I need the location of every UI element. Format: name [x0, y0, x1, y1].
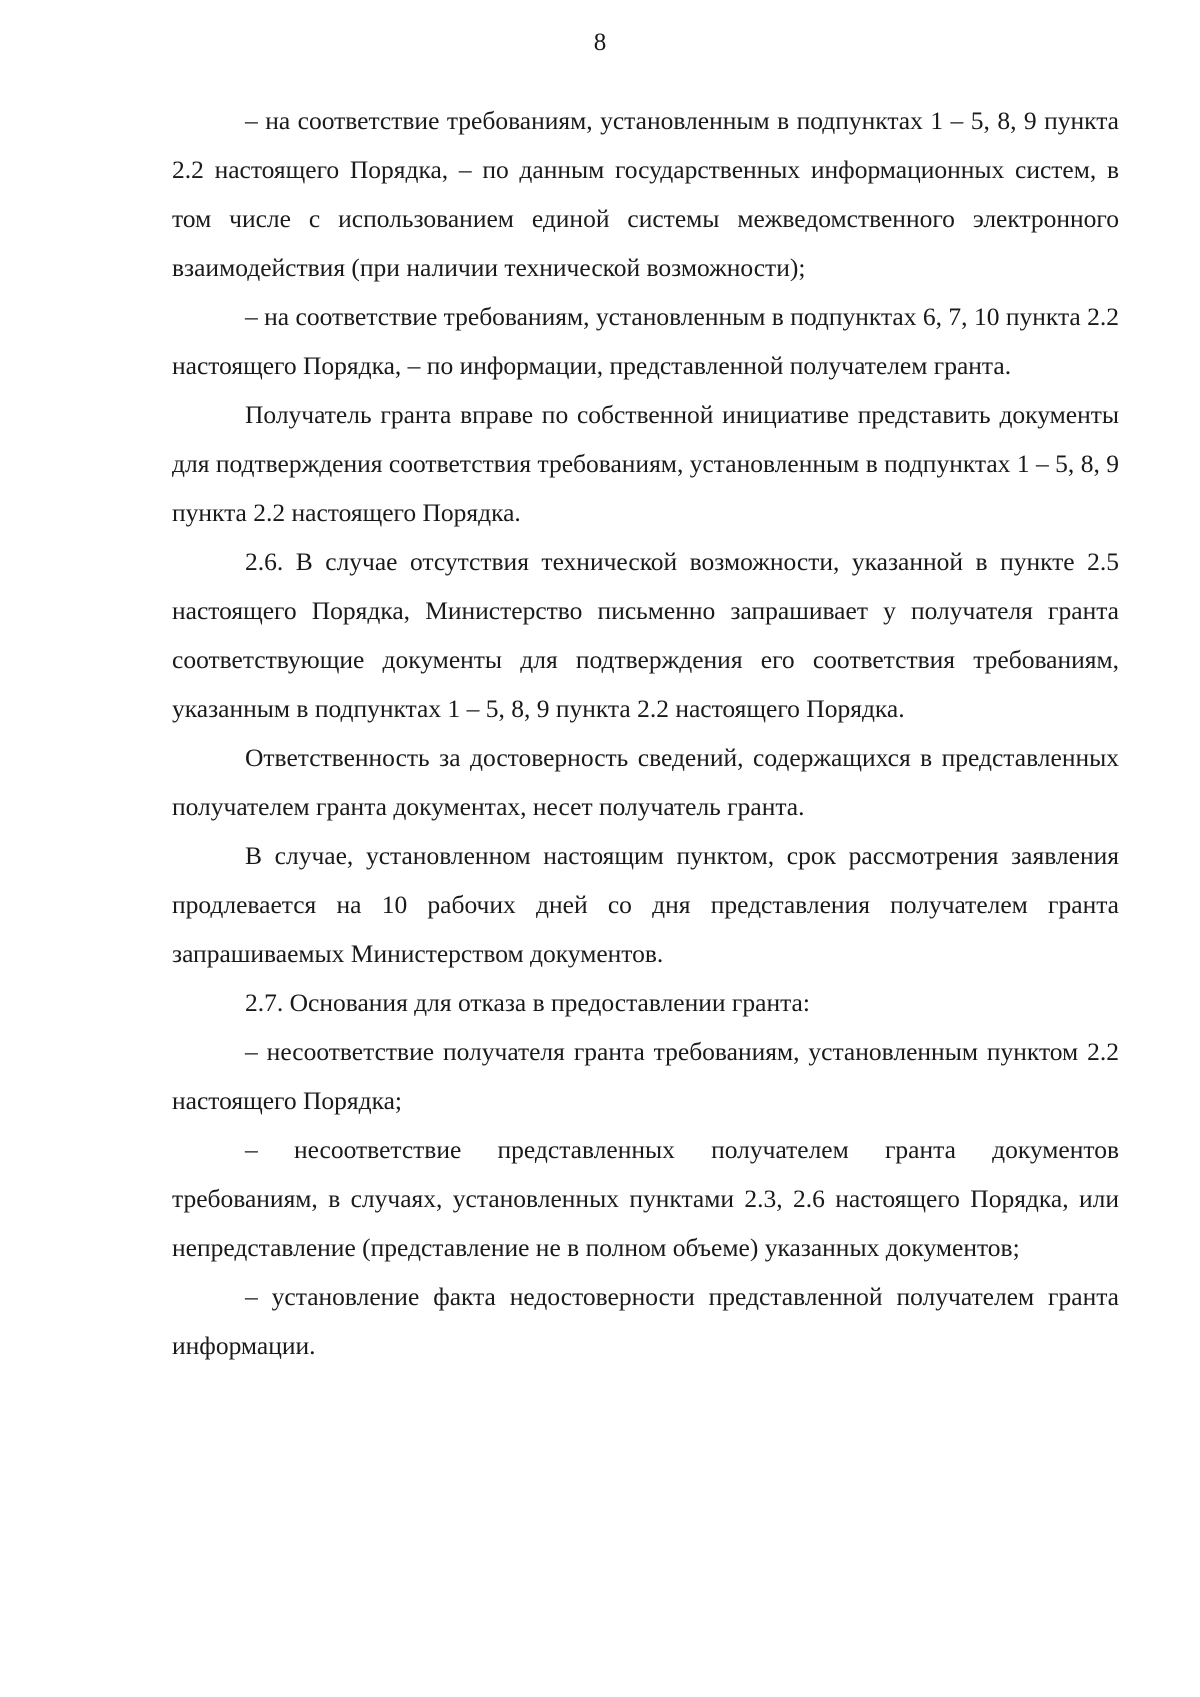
paragraph-section-2-7: 2.7. Основания для отказа в предоставлении гранта: [245, 988, 810, 1017]
paragraph-term-extension: В случае, установленном настоящим пунктом, срок рассмотрения заявления продлевается на 10 рабочих дней со дня представления получателем гранта запрашиваемых Министерством документов. [172, 841, 1119, 968]
paragraph-item-check-recipient-info: – на соответствие требованиям, установленным в подпунктах 6, 7, 10 пункта 2.2 настоящего Порядка, – по информации, представленной получателем гранта. [172, 302, 1119, 380]
paragraph-recipient-right: Получатель гранта вправе по собственной инициативе представить документы для подтверждения соответствия требованиям, установленным в подпунктах 1 – 5, 8, 9 пункта 2.2 настоящего Порядка. [172, 400, 1119, 527]
document-body [172, 96, 1119, 1370]
paragraph-section-2-6: 2.6. В случае отсутствия технической возможности, указанной в пункте 2.5 настоящего Порядка, Министерство письменно запрашивает у получателя гранта соответствующие документы для подтверждения его соответствия требованиям, указанным в подпунктах 1 – 5, 8, 9 пункта 2.2 настоящего Порядка. [172, 547, 1119, 723]
paragraph-responsibility: Ответственность за достоверность сведений, содержащихся в представленных получателем гранта документах, несет получатель гранта. [172, 743, 1119, 821]
paragraph-refusal-item-noncompliance: – несоответствие получателя гранта требованиям, установленным пунктом 2.2 настоящего Порядка; [172, 1037, 1119, 1115]
page-number: 8 [593, 29, 607, 56]
paragraph-refusal-item-documents: – несоответствие представленных получателем гранта документов требованиям, в случаях, установленных пунктами 2.3, 2.6 настоящего Порядка, или непредставление (представление не в полном объеме) указанных документов; [172, 1135, 1119, 1262]
paragraph-item-check-gis: – на соответствие требованиям, установленным в подпунктах 1 – 5, 8, 9 пункта 2.2 настоящего Порядка, – по данным государственных информационных систем, в том числе с использованием единой системы межведомственного электронного взаимодействия (при наличии технической возможности); [172, 106, 1119, 282]
paragraph-refusal-item-false-info: – установление факта недостоверности представленной получателем гранта информации. [172, 1282, 1119, 1360]
